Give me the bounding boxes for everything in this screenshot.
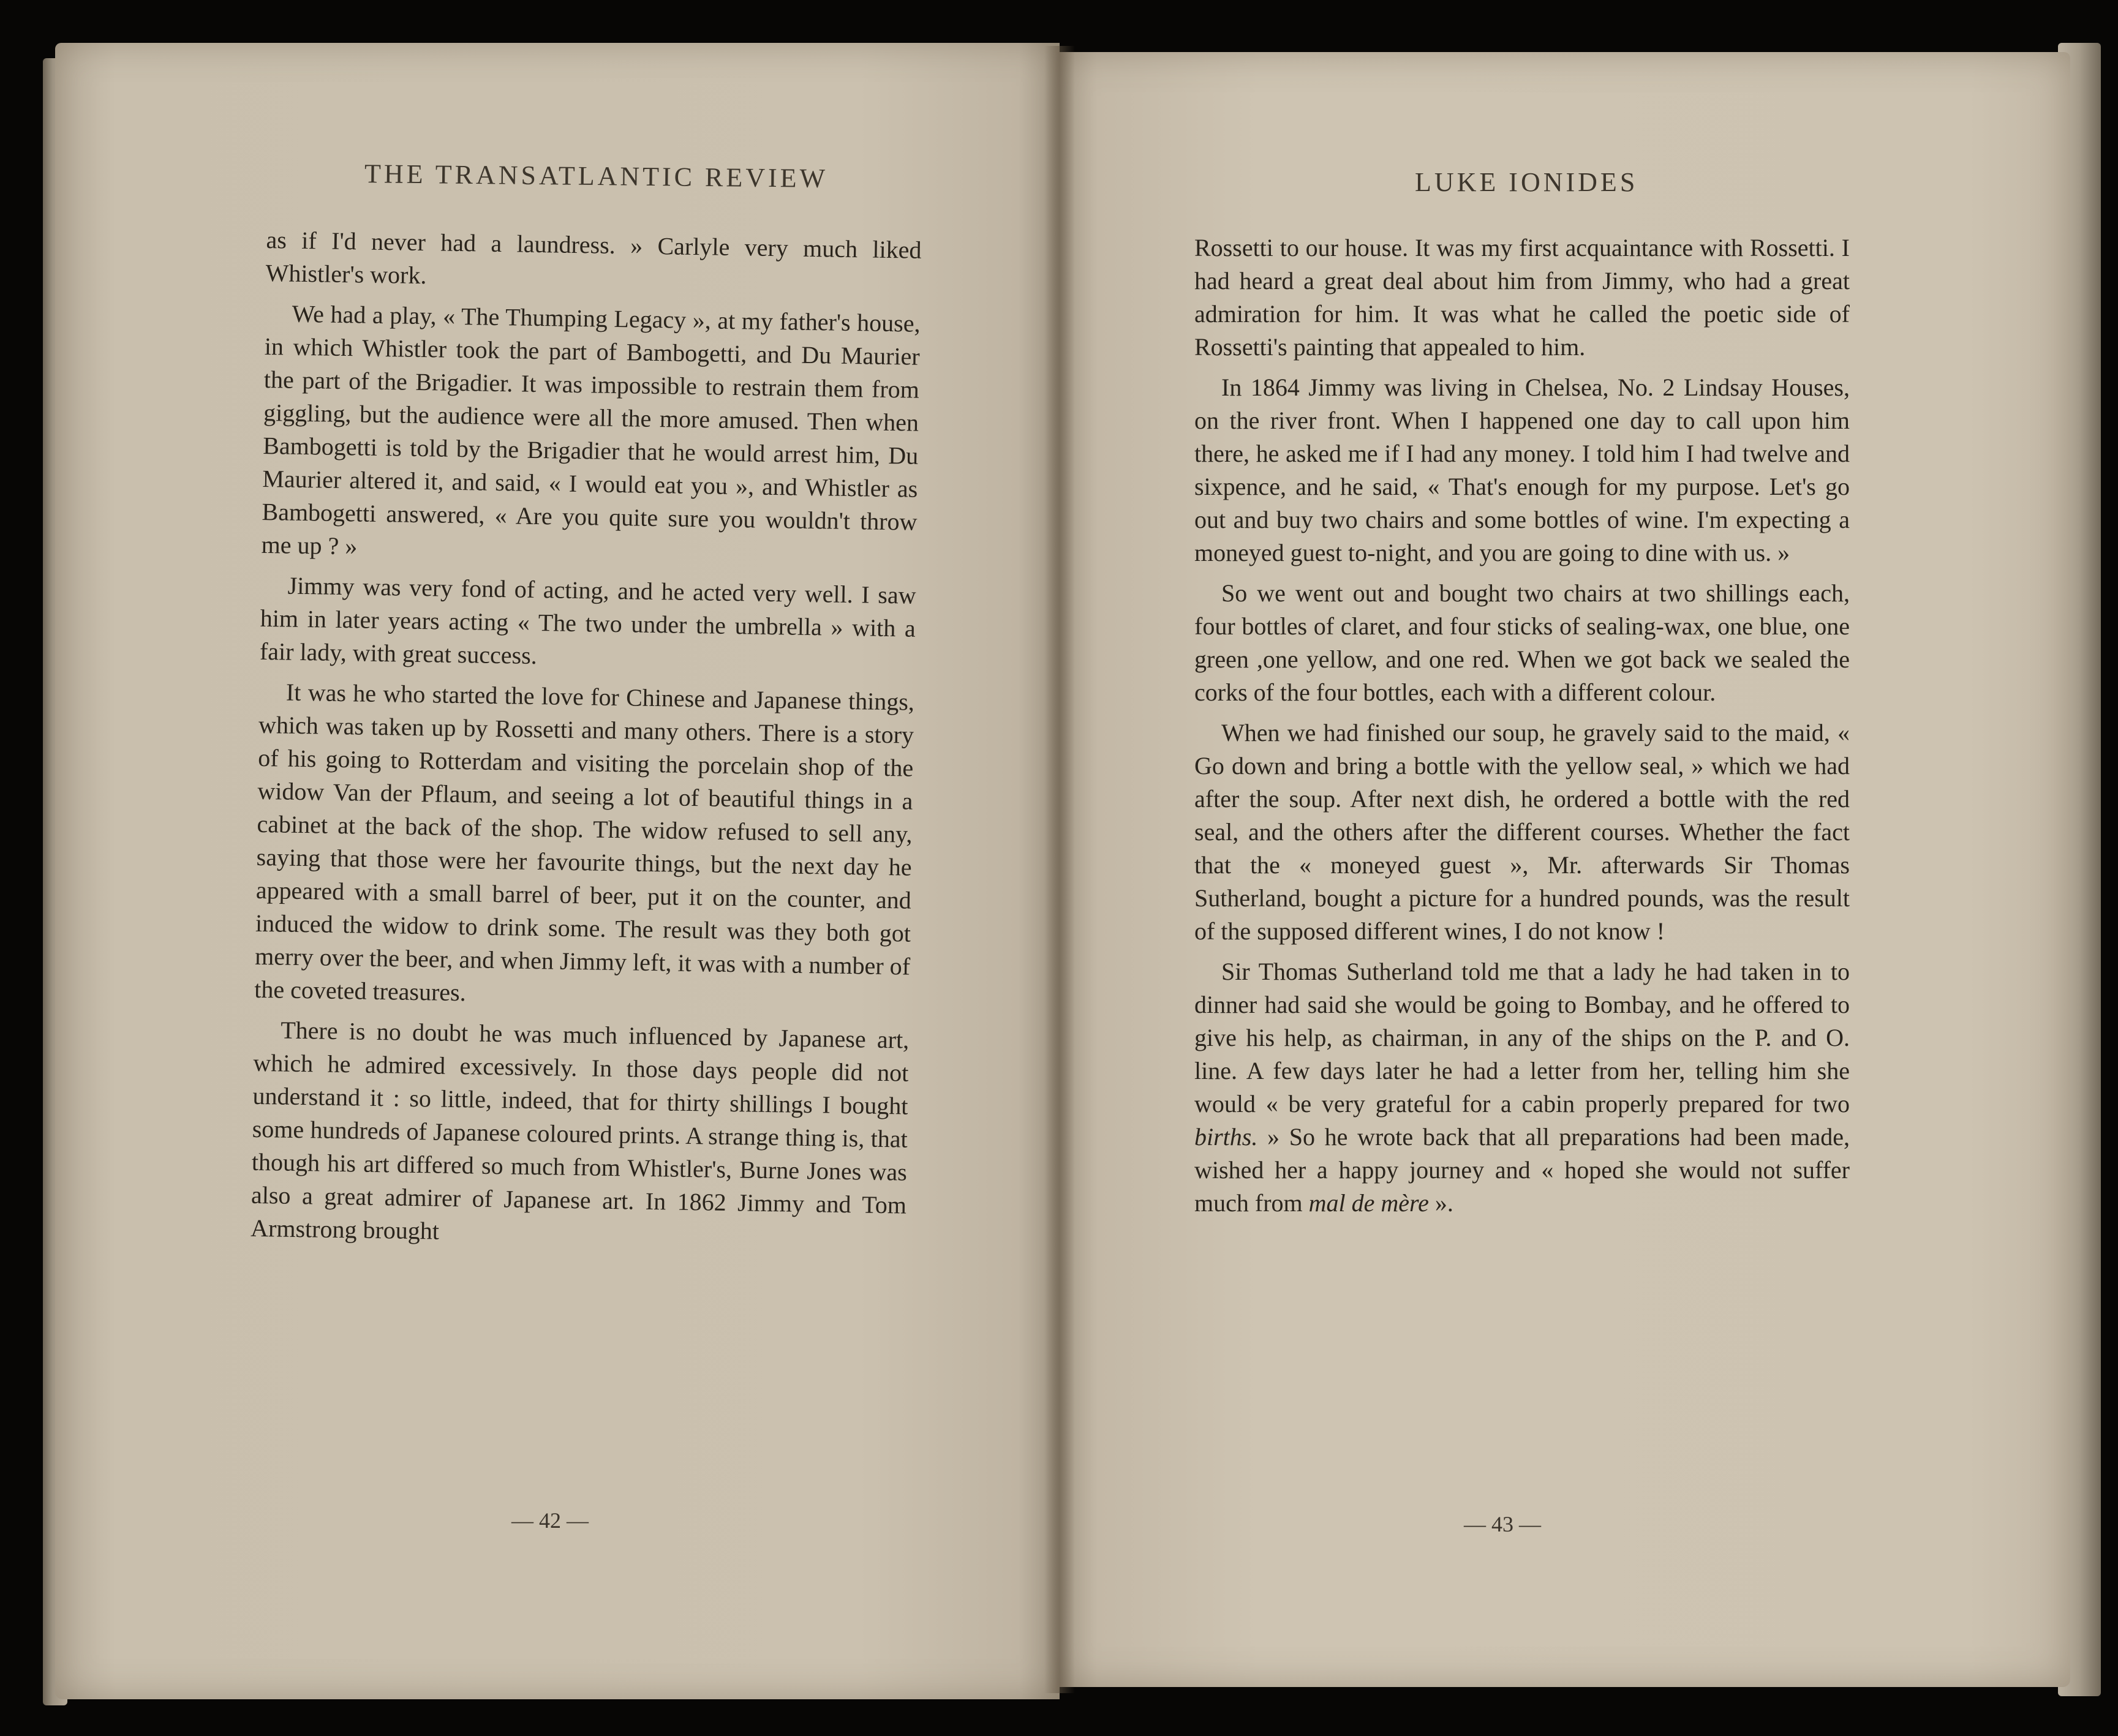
left-running-head: THE TRANSATLANTIC REVIEW [364, 159, 829, 194]
right-running-head: LUKE IONIDES [1415, 167, 1638, 197]
right-paragraph-3: So we went out and bought two chairs at two shillings each, four bottles of claret, and four sticks of sealing-wax, one blue, one green ,one yellow, and one red. When we got back we sealed the corks of the four bottles, each with a different colour. [1194, 579, 1850, 706]
italic-mal-de-mere: mal de mère [1308, 1189, 1429, 1217]
left-paragraph-1: as if I'd never had a laundress. » Carlyle very much liked Whistler's work. [265, 225, 922, 290]
left-paragraph-5: There is no doubt he was much influenced by Japanese art, which he admired excessively. In those days people did not understand it : so little, indeed, that for thirty shillings I bought some hundreds of Japanese coloured prints. A strange thing is, that though his art differed so much from Whistler's, Burne Jones was also a great admirer of Japanese art. In 1862 Jimmy and Tom Armstrong brought [250, 1016, 910, 1245]
right-paragraph-4: When we had finished our soup, he gravely said to the maid, « Go down and bring a bottle with the yellow seal, » which we had after the soup. After next dish, he ordered a bottle with the red seal, and the others after the different courses. Whether the fact that the « moneyed guest », Mr. afterwards Sir Thomas Sutherland, bought a picture for a hundred pounds, was the result of the supposed different wines, I do not know ! [1194, 719, 1850, 945]
left-page-number: — 42 — [511, 1508, 589, 1533]
book-gutter [1044, 46, 1075, 1693]
left-paragraph-2: We had a play, « The Thumping Legacy », at my father's house, in which Whistler took the part of Bambogetti, and Du Maurier the part of the Brigadier. It was impossible to restrain them from giggling, but the audience were all the more amused. Then when Bambogetti is told by the Brigadier that he would arrest him, Du Maurier altered it, and said, « I would eat you », and Whistler as Bambogetti answered, « Are you quite sure you wouldn't throw me up ? » [261, 299, 921, 560]
left-paragraph-3: Jimmy was very fond of acting, and he acted very well. I saw him in later years acting « The two under the umbrella » with a fair lady, with great success. [259, 571, 916, 670]
right-page-number: — 43 — [1464, 1512, 1541, 1536]
right-paragraph-1: Rossetti to our house. It was my first acquaintance with Rossetti. I had heard a great deal about him from Jimmy, who had a great admiration for him. It was what he called the poetic side of Rossetti's painting that appealed to him. [1194, 234, 1850, 361]
right-paragraph-5 [1194, 955, 1850, 1220]
right-page-body [1194, 231, 1850, 1227]
left-page-body [251, 224, 922, 1263]
italic-births: births. [1194, 1123, 1258, 1151]
right-paragraph-5-mid: » So he wrote back that all preparations had been made, wished her a happy journey and « hoped she would not suffer much from [1194, 1123, 1850, 1217]
right-paragraph-5-text: Sir Thomas Sutherland told me that a lady he had taken in to dinner had said she would be going to Bombay, and he offered to give his help, as chairman, in any of the ships on the P. and O. line. A few days later he had a letter from her, telling him she would « be very grateful for a cabin properly prepared for two [1194, 958, 1850, 1118]
right-paragraph-5-end: ». [1428, 1189, 1453, 1217]
left-paragraph-4: It was he who started the love for Chinese and Japanese things, which was taken up by Rossetti and many others. There is a story of his going to Rotterdam and visiting the porcelain shop of the widow Van der Pflaum, and seeing a lot of beautiful things in a cabinet at the back of the shop. The widow refused to sell any, saying that those were her favourite things, but the next day he appeared with a small barrel of beer, put it on the counter, and induced the widow to drink some. The result was they both got merry over the beer, and when Jimmy left, it was with a number of the coveted treasures. [254, 678, 915, 1007]
right-paragraph-2: In 1864 Jimmy was living in Chelsea, No. 2 Lindsay Houses, on the river front. When I happened one day to call upon him there, he asked me if I had any money. I told him I had twelve and sixpence, and he said, « That's enough for my purpose. Let's go out and buy two chairs and some bottles of wine. I'm expecting a moneyed guest to-night, and you are going to dine with us. » [1194, 374, 1850, 566]
